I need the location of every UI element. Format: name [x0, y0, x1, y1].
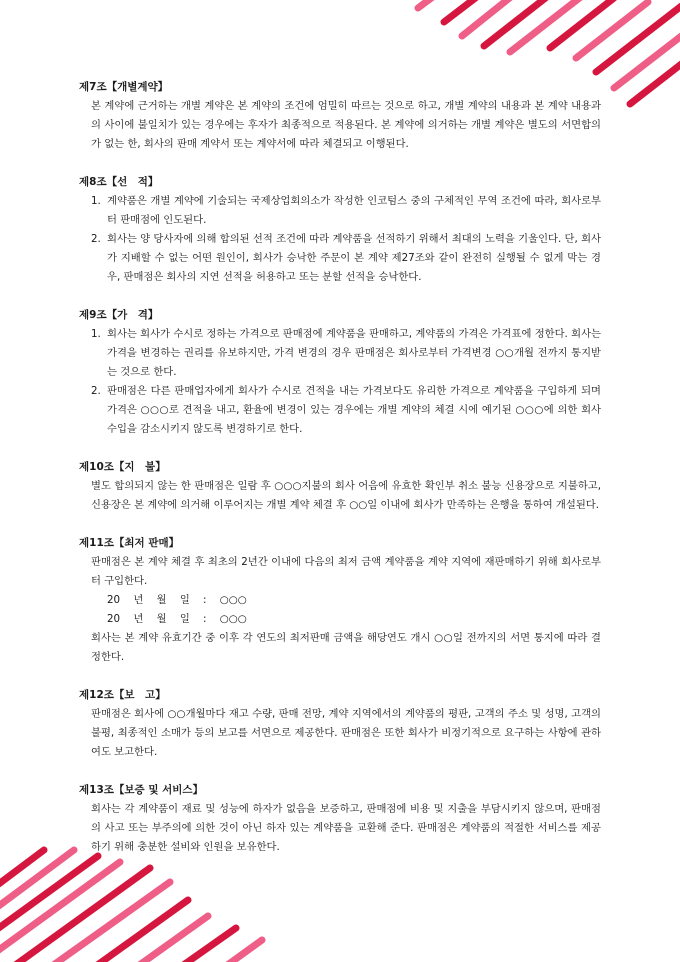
article-paragraph: 별도 합의되지 않는 한 판매점은 일람 후 ○○○지불의 회사 어음에 유효한 확인부 취소 불능 신용장으로 지불하고, 신용장은 본 계약에 의거해 이루어지는 개별 계약 체결 후 ○○일 이내에 회사가 만족하는 은행을 통하여 개설된다.: [91, 480, 601, 511]
article-paragraph: 판매점은 회사에 ○○개월마다 재고 수량, 판매 전망, 계약 지역에서의 계약품의 평판, 고객의 주소 및 성명, 고객의 불평, 최종적인 소매가 등의 보고를 서면으로 제공한다. 판매점은 또한 회사가 비정기적으로 요구하는 사항에 관하여도 보고한다.: [91, 708, 601, 758]
clause-text: 회사는 회사가 수시로 정하는 가격으로 판매점에 계약품을 판매하고, 계약품의 가격은 가격표에 정한다. 회사는 가격을 변경하는 권리를 유보하지만, 가격 변경의 경우 판매점은 회사로부터 가격변경 ○○개월 전까지 통지받는 것으로 한다.: [107, 328, 601, 378]
article-heading: [79, 78, 601, 97]
article-title: 【지 불】: [113, 461, 166, 473]
minimum-sales-dates: [79, 591, 601, 629]
article-heading: [79, 306, 601, 325]
stripe: [0, 862, 120, 952]
stripe: [444, 0, 478, 22]
article-11: [79, 534, 601, 667]
stripe: [418, 0, 434, 8]
article-12: [79, 686, 601, 762]
article-heading: [79, 458, 601, 477]
article-10: [79, 458, 601, 515]
article-paragraph: 판매점은 본 계약 체결 후 최초의 2년간 이내에 다음의 최저 금액 계약품을 계약 지역에 재판매하기 위해 회사로부터 구입한다.: [91, 556, 601, 587]
article-13: [79, 781, 601, 857]
article-heading: [79, 173, 601, 192]
stripe: [182, 928, 236, 962]
article-paragraph: 회사는 각 계약품이 재료 및 성능에 하자가 없음을 보증하고, 판매점에 비용 및 지출을 부담시키지 않으며, 판매점의 사고 또는 부주의에 의한 것이 아닌 하자 있는 계약품을 교환해 준다. 판매점은 계약품의 적절한 서비스를 제공하기 위해 충분한 설비와 인원을 보유한다.: [91, 803, 601, 853]
clause-marker: 1.: [91, 195, 101, 207]
clause-item: [79, 230, 601, 287]
clause-marker: 2.: [91, 385, 101, 397]
stripe: [510, 0, 582, 52]
article-title: 【선 적】: [106, 176, 159, 188]
date-line: 20 년 월 일 : ○○○: [107, 594, 247, 606]
article-paragraph: 본 계약에 근거하는 개별 계약은 본 계약의 조건에 엄밀히 따르는 것으로 하고, 개별 계약의 내용과 본 계약 내용과의 사이에 불일치가 있는 경우에는 후자가 최종적으로 적용된다. 본 계약에 의거하는 개별 계약은 별도의 서면합의가 없는 한, 회사의 판매 계약서 또는 계약서에 따라 체결되고 이행된다.: [91, 100, 601, 150]
stripe: [226, 940, 262, 962]
article-heading: [79, 686, 601, 705]
clause-text: 판매점은 다른 판매업자에게 회사가 수시로 견적을 내는 가격보다도 유리한 가격으로 계약품을 구입하게 되며 가격은 ○○○로 견적을 내고, 환율에 변경이 있는 경우에는 개별 계약의 체결 시에 예기된 ○○○에 의한 회사 수입을 감소시키지 않도록 변경하기로 한다.: [107, 385, 601, 435]
article-number: 제10조: [79, 461, 114, 473]
article-number: 제11조: [79, 537, 114, 549]
article-title: 【보증 및 서비스】: [113, 784, 204, 796]
clause-item: [79, 382, 601, 439]
date-line: 20 년 월 일 : ○○○: [107, 613, 247, 625]
clause-marker: 2.: [91, 233, 101, 245]
article-9: [79, 306, 601, 439]
document-body: [79, 78, 601, 857]
bottom-left-stripes: [0, 842, 280, 962]
clause-list: [79, 325, 601, 439]
article-closing: 회사는 본 계약 유효기간 중 이후 각 연도의 최저판매 금액을 해당연도 개시 ○○일 전까지의 서면 통지에 따라 결정한다.: [91, 632, 601, 663]
clause-text: 회사는 양 당사자에 의해 합의된 선적 조건에 따라 계약품을 선적하기 위해서 최대의 노력을 기울인다. 단, 회사가 지배할 수 없는 어떤 원인이, 회사가 승낙한 주문이 본 계약 제27조와 같이 완전히 실행될 수 없게 막는 경우, 판매점은 회사의 지연 선적을 허용하고 또는 분할 선적을 승낙한다.: [107, 233, 601, 283]
stripe: [576, 2, 648, 58]
article-heading: [79, 534, 601, 553]
article-number: 제7조: [79, 81, 107, 93]
article-title: 【최저 판매】: [113, 537, 180, 549]
article-heading: [79, 781, 601, 800]
article-7: [79, 78, 601, 154]
article-number: 제8조: [79, 176, 107, 188]
clause-item: [79, 192, 601, 230]
article-title: 【개별계약】: [106, 81, 169, 93]
article-number: 제13조: [79, 784, 114, 796]
clause-item: [79, 325, 601, 382]
clause-list: [79, 192, 601, 287]
clause-text: 계약품은 개별 계약에 기술되는 국제상업회의소가 작성한 인코텀스 중의 구체적인 무역 조건에 따라, 회사로부터 판매점에 인도된다.: [107, 195, 601, 226]
stripe: [550, 0, 614, 48]
stripe: [96, 900, 188, 962]
clause-marker: 1.: [91, 328, 101, 340]
article-number: 제12조: [79, 689, 114, 701]
article-number: 제9조: [79, 309, 107, 321]
stripe: [614, 34, 680, 88]
article-title: 【보 고】: [113, 689, 166, 701]
article-8: [79, 173, 601, 287]
article-title: 【가 격】: [106, 309, 159, 321]
